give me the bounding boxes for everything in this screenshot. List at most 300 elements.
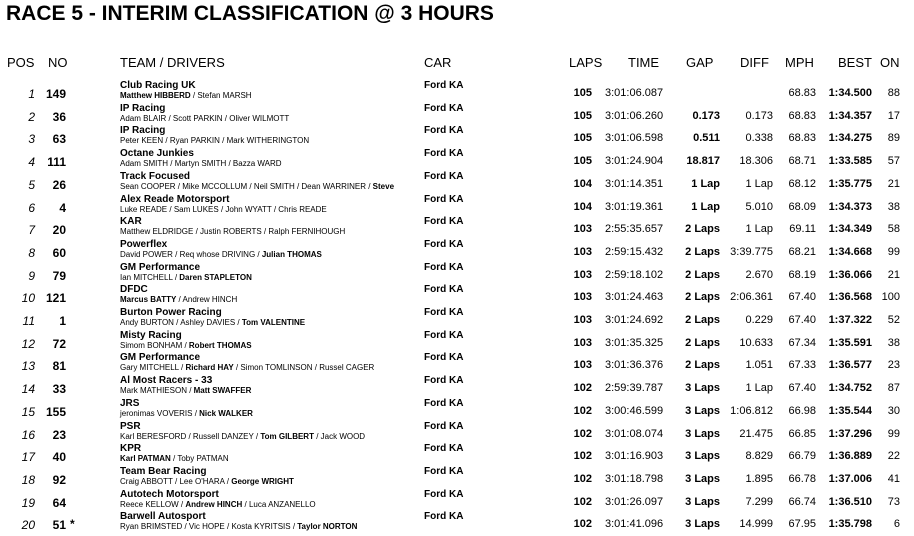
team-name: Club Racing UK <box>120 80 196 91</box>
laps-cell: 102 <box>573 450 592 463</box>
drivers-list: David POWER / Req whose DRIVING / Julian THOMAS <box>120 249 322 259</box>
team-name: Track Focused <box>120 170 191 182</box>
table-row <box>0 216 914 239</box>
laps-cell: 105 <box>573 132 592 145</box>
header-on: ON <box>880 55 900 70</box>
team-name: KPR <box>120 443 142 455</box>
driver-name: Luke READE <box>120 204 168 214</box>
table-row <box>0 125 914 148</box>
laps-cell: 103 <box>573 268 592 281</box>
best-on-lap-cell: 89 <box>887 132 900 145</box>
position-cell: 16 <box>21 427 35 442</box>
driver-name: Gary MITCHELL <box>120 363 179 373</box>
driver-name: Mike MCCOLLUM <box>182 181 248 191</box>
time-cell: 2:59:15.432 <box>605 245 664 258</box>
position-cell: 10 <box>21 291 35 306</box>
driver-name: Julian THOMAS <box>261 249 322 259</box>
car-model: Ford KA <box>424 102 464 114</box>
laps-cell: 104 <box>573 200 592 213</box>
best-on-lap-cell: 38 <box>887 336 900 349</box>
time-cell: 3:00:46.599 <box>605 404 664 417</box>
gap-cell: 3 Laps <box>685 495 720 508</box>
driver-name: Tom GILBERT <box>260 431 314 441</box>
car-number-cell: 23 <box>52 427 66 442</box>
header-team: TEAM / DRIVERS <box>120 55 225 70</box>
position-cell: 15 <box>21 404 35 419</box>
position-cell: 5 <box>28 177 35 192</box>
position-cell: 1 <box>28 87 35 101</box>
diff-cell: 2.670 <box>745 268 773 281</box>
car-model: Ford KA <box>424 352 464 364</box>
gap-cell: 3 Laps <box>685 450 720 463</box>
table-row <box>0 330 914 353</box>
diff-cell: 8.829 <box>745 450 773 463</box>
mph-cell: 66.79 <box>788 450 816 463</box>
car-model: Ford KA <box>424 238 464 250</box>
driver-name: Oliver WILMOTT <box>229 113 290 123</box>
diff-cell: 1.895 <box>745 472 773 485</box>
driver-name: Daren STAPLETON <box>179 272 252 282</box>
mph-cell: 67.40 <box>788 314 816 326</box>
table-row <box>0 80 914 103</box>
gap-cell: 2 Laps <box>685 336 720 349</box>
gap-cell: 3 Laps <box>685 404 720 417</box>
position-cell: 8 <box>28 245 35 260</box>
car-model: Ford KA <box>424 511 464 523</box>
diff-cell: 1 Lap <box>745 177 773 190</box>
driver-name: Robert THOMAS <box>188 340 252 350</box>
driver-name: Neil SMITH <box>253 181 295 191</box>
best-on-lap-cell: 23 <box>887 359 900 372</box>
car-number-cell: 155 <box>45 404 66 419</box>
laps-cell: 105 <box>573 109 592 122</box>
position-cell: 20 <box>21 518 35 533</box>
car-number-cell: 40 <box>52 450 66 465</box>
table-row <box>0 511 914 534</box>
diff-cell: 1 Lap <box>745 382 773 395</box>
best-on-lap-cell: 58 <box>887 223 900 236</box>
laps-cell: 105 <box>573 87 592 99</box>
driver-name: Justin ROBERTS <box>200 227 262 237</box>
gap-cell: 3 Laps <box>685 518 720 531</box>
gap-cell: 2 Laps <box>685 314 720 326</box>
driver-name: Andrew HINCH <box>182 295 238 305</box>
best-on-lap-cell: 17 <box>887 109 900 122</box>
gap-cell: 2 Laps <box>685 223 720 236</box>
diff-cell: 1:06.812 <box>730 404 773 417</box>
laps-cell: 102 <box>573 427 592 440</box>
header-diff: DIFF <box>740 55 769 70</box>
laps-cell: 102 <box>573 382 592 395</box>
driver-name: Steve <box>372 181 395 191</box>
position-cell: 2 <box>28 109 35 124</box>
driver-name: Tom VALENTINE <box>241 318 306 327</box>
time-cell: 3:01:06.260 <box>605 109 664 122</box>
team-name: JRS <box>120 397 140 409</box>
drivers-list: Andy BURTON / Ashley DAVIES / Tom VALENTINE <box>120 318 306 327</box>
position-cell: 6 <box>28 200 35 215</box>
laps-cell: 102 <box>573 518 592 531</box>
driver-name: Dean WARRINER <box>301 181 366 191</box>
laps-cell: 102 <box>573 404 592 417</box>
driver-name: John WYATT <box>225 204 272 214</box>
mph-cell: 68.19 <box>788 268 816 281</box>
best-on-lap-cell: 99 <box>887 427 900 440</box>
team-name: PSR <box>120 420 141 432</box>
mph-cell: 69.11 <box>789 223 816 236</box>
car-number-cell: 64 <box>52 495 66 510</box>
car-number-cell: 33 <box>52 382 66 397</box>
mph-cell: 68.71 <box>788 155 816 168</box>
diff-cell: 7.299 <box>745 495 773 508</box>
best-lap-cell: 1:37.322 <box>828 314 872 326</box>
table-row <box>0 375 914 398</box>
header-laps: LAPS <box>569 55 603 70</box>
mph-cell: 68.21 <box>788 245 816 258</box>
mph-cell: 66.74 <box>788 495 816 508</box>
mph-cell: 66.85 <box>788 427 816 440</box>
drivers-list: jeronimas VOVERIS / Nick WALKER <box>120 408 253 418</box>
table-row <box>0 284 914 307</box>
time-cell: 3:01:16.903 <box>605 450 664 463</box>
position-cell: 18 <box>21 472 35 487</box>
table-row <box>0 239 914 262</box>
position-cell: 4 <box>28 155 35 170</box>
driver-name: Jack WOOD <box>320 431 366 441</box>
driver-name: Russell DANZEY <box>192 431 254 441</box>
driver-name: Chris READE <box>278 204 327 214</box>
table-row <box>0 421 914 444</box>
drivers-list: Reece KELLOW / Andrew HINCH / Luca ANZANELLO <box>120 499 316 509</box>
laps-cell: 105 <box>573 155 592 168</box>
table-row <box>0 148 914 171</box>
car-model: Ford KA <box>424 443 464 455</box>
driver-name: Martyn SMITH <box>174 159 227 169</box>
time-cell: 2:59:18.102 <box>605 268 664 281</box>
best-lap-cell: 1:37.296 <box>828 427 872 440</box>
flag-marker: * <box>70 517 75 532</box>
car-model: Ford KA <box>424 125 464 137</box>
team-name: Autotech Motorsport <box>120 488 219 500</box>
car-model: Ford KA <box>424 397 464 409</box>
driver-name: Simom BONHAM <box>120 340 183 350</box>
driver-name: Nick WALKER <box>199 408 253 418</box>
diff-cell: 18.306 <box>739 155 773 168</box>
drivers-list: Ryan BRIMSTED / Vic HOPE / Kosta KYRITSIS / Taylor NORTON <box>120 522 358 532</box>
mph-cell: 67.40 <box>788 382 816 395</box>
gap-cell: 0.173 <box>692 109 720 122</box>
best-on-lap-cell: 41 <box>887 472 900 485</box>
car-model: Ford KA <box>424 148 464 160</box>
car-number-cell: 1 <box>59 314 66 328</box>
best-on-lap-cell: 88 <box>887 87 900 99</box>
header-gap: GAP <box>686 55 714 70</box>
driver-name: Req whose DRIVING <box>179 249 256 259</box>
car-number-cell: 63 <box>52 132 66 147</box>
best-lap-cell: 1:36.568 <box>828 291 872 304</box>
drivers-list: Craig ABBOTT / Lee O'HARA / George WRIGHT <box>120 476 294 486</box>
position-cell: 3 <box>28 132 35 147</box>
best-lap-cell: 1:34.668 <box>828 245 872 258</box>
best-on-lap-cell: 30 <box>887 404 900 417</box>
page-title: RACE 5 - INTERIM CLASSIFICATION @ 3 HOURS <box>6 2 494 25</box>
drivers-list: Ian MITCHELL / Daren STAPLETON <box>120 272 252 282</box>
driver-name: Peter KEEN <box>120 136 164 146</box>
driver-name: Matthew HIBBERD <box>120 91 191 100</box>
car-model: Ford KA <box>424 420 464 432</box>
table-row <box>0 489 914 512</box>
time-cell: 3:01:36.376 <box>605 359 664 372</box>
car-model: Ford KA <box>424 488 464 500</box>
table-row <box>0 352 914 375</box>
time-cell: 3:01:24.463 <box>605 291 664 304</box>
drivers-list: Karl PATMAN / Toby PATMAN <box>120 454 229 464</box>
team-name: KAR <box>120 216 142 228</box>
mph-cell: 66.98 <box>788 404 816 417</box>
time-cell: 3:01:14.351 <box>605 177 664 190</box>
driver-name: Karl PATMAN <box>120 454 171 464</box>
table-row <box>0 443 914 466</box>
mph-cell: 68.12 <box>788 177 816 190</box>
driver-name: Sam LUKES <box>173 204 219 214</box>
driver-name: Taylor NORTON <box>297 522 358 532</box>
position-cell: 9 <box>28 268 35 283</box>
driver-name: Matthew ELDRIDGE <box>120 227 194 237</box>
mph-cell: 66.78 <box>788 472 816 485</box>
team-name: Al Most Racers - 33 <box>120 375 213 387</box>
diff-cell: 10.633 <box>739 336 773 349</box>
mph-cell: 67.40 <box>788 291 816 304</box>
car-number-cell: 92 <box>52 472 66 487</box>
gap-cell: 3 Laps <box>685 427 720 440</box>
driver-name: Karl BERESFORD <box>120 431 187 441</box>
time-cell: 3:01:24.904 <box>605 155 664 168</box>
table-row <box>0 307 914 330</box>
car-number-cell: 36 <box>52 109 66 124</box>
drivers-list: Sean COOPER / Mike MCCOLLUM / Neil SMITH / Dean WARRINER / Steve <box>120 181 395 191</box>
best-lap-cell: 1:34.752 <box>828 382 872 395</box>
driver-name: Andy BURTON <box>120 318 174 327</box>
diff-cell: 5.010 <box>745 200 773 213</box>
best-on-lap-cell: 100 <box>881 291 900 304</box>
best-on-lap-cell: 38 <box>887 200 900 213</box>
diff-cell: 21.475 <box>739 427 773 440</box>
gap-cell: 1 Lap <box>691 200 720 213</box>
position-cell: 14 <box>21 382 35 397</box>
drivers-list: Marcus BATTY / Andrew HINCH <box>120 295 238 305</box>
driver-name: Toby PATMAN <box>177 454 229 464</box>
driver-name: Mark MATHIESON <box>120 386 187 396</box>
driver-name: Bazza WARD <box>232 159 282 169</box>
position-cell: 11 <box>22 314 35 328</box>
team-name: Burton Power Racing <box>120 307 222 318</box>
team-name: Barwell Autosport <box>120 511 206 523</box>
driver-name: Marcus BATTY <box>120 295 177 305</box>
time-cell: 3:01:41.096 <box>605 518 664 531</box>
header-best: BEST <box>838 55 872 70</box>
driver-name: Reece KELLOW <box>120 499 179 509</box>
car-number-cell: 111 <box>47 155 66 170</box>
best-on-lap-cell: 21 <box>887 177 900 190</box>
car-model: Ford KA <box>424 170 464 182</box>
driver-name: Ralph FERNIHOUGH <box>268 227 346 237</box>
table-row <box>0 466 914 489</box>
best-lap-cell: 1:36.510 <box>828 495 872 508</box>
laps-cell: 104 <box>573 177 592 190</box>
car-number-cell: 81 <box>52 359 66 374</box>
header-no: NO <box>48 55 68 70</box>
gap-cell: 3 Laps <box>685 382 720 395</box>
diff-cell: 0.338 <box>745 132 773 145</box>
time-cell: 3:01:18.798 <box>605 472 664 485</box>
gap-cell: 2 Laps <box>685 245 720 258</box>
drivers-list: Mark MATHIESON / Matt SWAFFER <box>120 386 252 396</box>
driver-name: David POWER <box>120 249 173 259</box>
header-pos: POS <box>7 55 35 70</box>
car-model: Ford KA <box>424 329 464 341</box>
gap-cell: 2 Laps <box>685 291 720 304</box>
best-lap-cell: 1:34.275 <box>828 132 872 145</box>
time-cell: 2:55:35.657 <box>605 223 664 236</box>
position-cell: 19 <box>21 495 35 510</box>
mph-cell: 67.34 <box>788 336 816 349</box>
drivers-list: Gary MITCHELL / Richard HAY / Simon TOMLINSON / Russel CAGER <box>120 363 375 373</box>
car-model: Ford KA <box>424 261 464 273</box>
drivers-list: Adam SMITH / Martyn SMITH / Bazza WARD <box>120 159 282 169</box>
best-lap-cell: 1:36.889 <box>828 450 872 463</box>
laps-cell: 103 <box>573 359 592 372</box>
car-number-cell: 51 <box>52 518 66 533</box>
time-cell: 3:01:06.087 <box>605 87 664 99</box>
diff-cell: 0.229 <box>745 314 773 326</box>
team-name: GM Performance <box>120 352 201 364</box>
time-cell: 3:01:26.097 <box>605 495 664 508</box>
driver-name: Andrew HINCH <box>185 499 243 509</box>
gap-cell: 0.511 <box>693 132 720 145</box>
team-name: IP Racing <box>120 125 166 137</box>
position-cell: 17 <box>21 450 35 465</box>
driver-name: Adam BLAIR <box>120 113 167 123</box>
best-on-lap-cell: 87 <box>887 382 900 395</box>
driver-name: Matt SWAFFER <box>193 386 252 396</box>
mph-cell: 67.95 <box>788 518 816 531</box>
car-model: Ford KA <box>424 465 464 477</box>
mph-cell: 67.33 <box>788 359 816 372</box>
car-model: Ford KA <box>424 375 464 387</box>
laps-cell: 103 <box>573 245 592 258</box>
gap-cell: 18.817 <box>686 155 720 168</box>
driver-name: jeronimas VOVERIS <box>120 408 193 418</box>
best-lap-cell: 1:36.577 <box>828 359 872 372</box>
driver-name: George WRIGHT <box>231 476 294 486</box>
best-lap-cell: 1:35.591 <box>828 336 872 349</box>
position-cell: 13 <box>21 359 35 374</box>
diff-cell: 2:06.361 <box>730 291 773 304</box>
car-model: Ford KA <box>424 193 464 205</box>
team-name: Team Bear Racing <box>120 465 207 477</box>
driver-name: Stefan MARSH <box>197 91 252 100</box>
drivers-list: Matthew ELDRIDGE / Justin ROBERTS / Ralph FERNIHOUGH <box>120 227 346 237</box>
car-model: Ford KA <box>424 216 464 228</box>
best-lap-cell: 1:34.373 <box>828 200 872 213</box>
time-cell: 2:59:39.787 <box>605 382 664 395</box>
table-row <box>0 103 914 126</box>
best-on-lap-cell: 52 <box>887 314 900 326</box>
best-on-lap-cell: 22 <box>887 450 900 463</box>
table-row <box>0 171 914 194</box>
laps-cell: 102 <box>573 495 592 508</box>
drivers-list: Karl BERESFORD / Russell DANZEY / Tom GILBERT / Jack WOOD <box>120 431 366 441</box>
diff-cell: 0.173 <box>745 109 773 122</box>
driver-name: Russel CAGER <box>319 363 375 373</box>
car-number-cell: 4 <box>59 200 66 215</box>
car-number-cell: 121 <box>45 291 66 306</box>
team-name: Powerflex <box>120 238 168 250</box>
car-number-cell: 26 <box>52 177 66 192</box>
driver-name: Lee O'HARA <box>179 476 225 486</box>
car-model: Ford KA <box>424 307 464 318</box>
time-cell: 3:01:35.325 <box>605 336 664 349</box>
best-lap-cell: 1:34.349 <box>828 223 872 236</box>
driver-name: Craig ABBOTT <box>120 476 173 486</box>
table-row <box>0 194 914 217</box>
team-name: GM Performance <box>120 261 201 273</box>
drivers-list: Luke READE / Sam LUKES / John WYATT / Chris READE <box>120 204 327 214</box>
best-lap-cell: 1:34.500 <box>828 87 872 99</box>
best-on-lap-cell: 73 <box>887 495 900 508</box>
time-cell: 3:01:24.692 <box>605 314 664 326</box>
diff-cell: 1 Lap <box>745 223 773 236</box>
position-cell: 7 <box>28 223 35 238</box>
best-lap-cell: 1:34.357 <box>828 109 872 122</box>
driver-name: Simon TOMLINSON <box>240 363 313 373</box>
diff-cell: 14.999 <box>739 518 773 531</box>
driver-name: Ryan BRIMSTED <box>120 522 183 532</box>
best-lap-cell: 1:37.006 <box>828 472 872 485</box>
team-name: Misty Racing <box>120 329 182 341</box>
car-model: Ford KA <box>424 80 464 91</box>
driver-name: Kosta KYRITSIS <box>231 522 291 532</box>
car-number-cell: 20 <box>52 223 66 238</box>
mph-cell: 68.83 <box>788 87 816 99</box>
driver-name: Sean COOPER <box>120 181 176 191</box>
diff-cell: 1.051 <box>745 359 773 372</box>
best-on-lap-cell: 99 <box>887 245 900 258</box>
team-name: IP Racing <box>120 102 166 114</box>
best-lap-cell: 1:36.066 <box>828 268 872 281</box>
team-name: Octane Junkies <box>120 148 194 160</box>
drivers-list: Adam BLAIR / Scott PARKIN / Oliver WILMOTT <box>120 113 290 123</box>
best-lap-cell: 1:33.585 <box>828 155 872 168</box>
car-number-cell: 79 <box>52 268 66 283</box>
driver-name: Adam SMITH <box>120 159 169 169</box>
drivers-list: Peter KEEN / Ryan PARKIN / Mark WITHERINGTON <box>120 136 310 146</box>
table-row <box>0 262 914 285</box>
time-cell: 3:01:08.074 <box>605 427 664 440</box>
drivers-list: Simom BONHAM / Robert THOMAS <box>120 340 252 350</box>
driver-name: Ian MITCHELL <box>120 272 173 282</box>
header-time: TIME <box>628 55 660 70</box>
driver-name: Richard HAY <box>185 363 234 373</box>
drivers-list: Matthew HIBBERD / Stefan MARSH <box>120 91 252 100</box>
best-lap-cell: 1:35.544 <box>828 404 872 417</box>
mph-cell: 68.83 <box>788 109 816 122</box>
team-name: Alex Reade Motorsport <box>120 193 230 205</box>
laps-cell: 103 <box>573 223 592 236</box>
header-car: CAR <box>424 55 452 70</box>
gap-cell: 3 Laps <box>685 472 720 485</box>
best-on-lap-cell: 21 <box>887 268 900 281</box>
